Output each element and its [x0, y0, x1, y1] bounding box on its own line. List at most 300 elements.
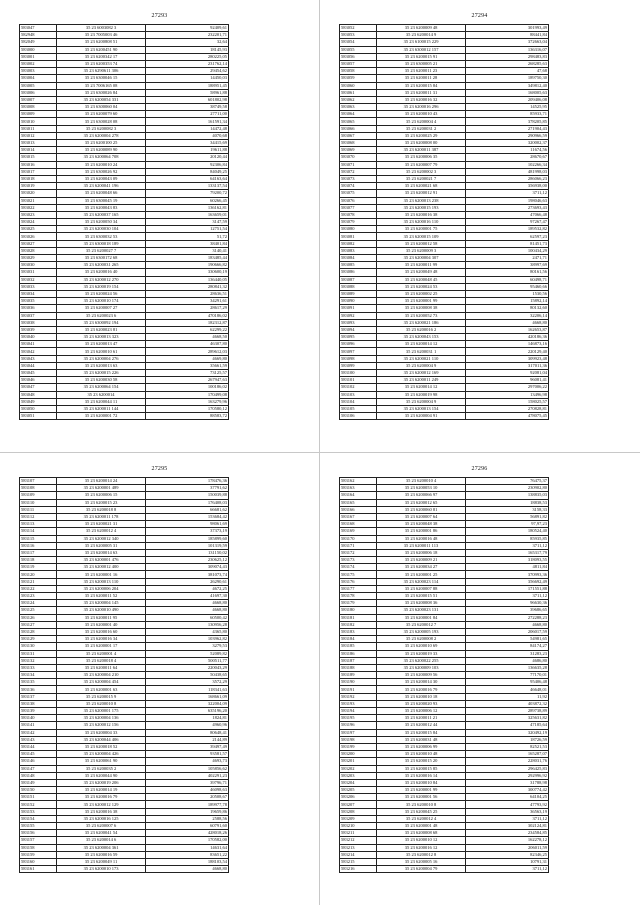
amount-cell: 198046,63 [466, 197, 549, 204]
amount-cell: 84174,27 [466, 643, 549, 650]
record-id-cell: 583178 [340, 593, 377, 600]
reference-code-cell: 35 23 6200054 331 [57, 96, 146, 103]
record-id-cell: 583150 [20, 787, 57, 794]
amount-cell: 96630,36 [466, 600, 549, 607]
record-id-cell: 583042 [20, 348, 57, 355]
record-id-cell: 583029 [20, 255, 57, 262]
record-id-cell: 583089 [340, 290, 377, 297]
record-id-cell: 583180 [340, 607, 377, 614]
amount-cell: 97267,47 [466, 219, 549, 226]
document-page [320, 0, 639, 452]
table-row [340, 255, 549, 262]
amount-cell: 92081,04 [466, 370, 549, 377]
reference-code-cell: 35 23 6200012 7 [377, 621, 466, 628]
table-row [340, 801, 549, 808]
amount-cell: 95460,66 [466, 283, 549, 290]
record-id-cell: 583139 [20, 708, 57, 715]
amount-cell: 39686,65 [466, 607, 549, 614]
reference-code-cell: 35 23 6200004 79 [377, 866, 466, 873]
reference-code-cell: 35 23 6200014 12 [377, 341, 466, 348]
reference-code-cell: 35 23 6200007 27 [57, 305, 146, 312]
record-id-cell: 583212 [340, 837, 377, 844]
record-id-cell: 583063 [340, 104, 377, 111]
amount-cell: 81451,73 [466, 240, 549, 247]
table-row [20, 858, 229, 865]
record-id-cell: 583082 [340, 240, 377, 247]
reference-code-cell: 35 23 6200004 454 [57, 679, 146, 686]
record-id-cell: 583094 [340, 326, 377, 333]
amount-cell: 64104,25 [466, 794, 549, 801]
amount-cell: 168005,63 [466, 89, 549, 96]
reference-code-cell: 35 23 6200011 113 [377, 542, 466, 549]
record-id-cell: 583055 [340, 46, 377, 53]
amount-cell: 4668,80 [466, 319, 549, 326]
amount-cell: 29454,62 [146, 68, 229, 75]
record-id-cell: 583114 [20, 528, 57, 535]
amount-cell: 292996,92 [466, 772, 549, 779]
reference-code-cell: 35 23 6200016 14 [377, 772, 466, 779]
amount-cell: 4686,80 [466, 657, 549, 664]
reference-code-cell: 35 23 6200010 490 [57, 607, 146, 614]
reference-code-cell: 35 23 6200048 45 [377, 276, 466, 283]
reference-code-cell: 35 23 6200043 09 [57, 175, 146, 182]
record-id-cell: 583104 [340, 398, 377, 405]
table-row [340, 334, 549, 341]
record-id-cell: 583129 [20, 636, 57, 643]
amount-cell: 3158,33 [466, 506, 549, 513]
record-id-cell: 583000 [20, 46, 57, 53]
amount-cell: 230902,80 [466, 485, 549, 492]
record-id-cell: 583195 [340, 715, 377, 722]
record-id-cell: 583084 [340, 255, 377, 262]
table-row [20, 326, 229, 333]
record-id-cell: 583065 [340, 118, 377, 125]
record-id-cell: 583136 [20, 686, 57, 693]
record-id-cell: 583117 [20, 549, 57, 556]
table-row [340, 283, 549, 290]
table-row [340, 700, 549, 707]
record-id-cell: 583161 [20, 866, 57, 873]
ledger-table [19, 24, 229, 420]
reference-code-cell: 35 23 6200021 110 [377, 355, 466, 362]
table-row [20, 384, 229, 391]
table-row [340, 384, 549, 391]
amount-cell: 3279,53 [146, 643, 229, 650]
reference-code-cell: 35 23 6200005 31 [57, 542, 146, 549]
record-id-cell: 583048 [20, 391, 57, 398]
record-id-cell: 583099 [340, 362, 377, 369]
reference-code-cell: 35 23 6200031 265 [57, 262, 146, 269]
reference-code-cell: 35 23 6300028 08 [57, 118, 146, 125]
table-row [20, 355, 229, 362]
table-row [20, 700, 229, 707]
record-id-cell: 583120 [20, 571, 57, 578]
record-id-cell: 583158 [20, 844, 57, 851]
record-id-cell: 583125 [20, 607, 57, 614]
record-id-cell: 583153 [20, 808, 57, 815]
record-id-cell: 583038 [20, 319, 57, 326]
reference-code-cell: 35 23 6200016 296 [377, 104, 466, 111]
table-row [340, 808, 549, 815]
amount-cell: 188951,45 [146, 82, 229, 89]
record-id-cell: 583060 [340, 82, 377, 89]
amount-cell: 60498,71 [466, 276, 549, 283]
reference-code-cell: 35 23 6200016 59 [57, 851, 146, 858]
record-id-cell: 583134 [20, 672, 57, 679]
reference-code-cell: 35 23 6200002 25 [377, 290, 466, 297]
reference-code-cell: 35 23 6200011 95 [57, 614, 146, 621]
amount-cell: 41697,30 [146, 593, 229, 600]
record-id-cell: 583068 [340, 140, 377, 147]
reference-code-cell: 35 23 6290611 306 [57, 68, 146, 75]
reference-code-cell: 35 23 6200043 153 [377, 334, 466, 341]
amount-cell: 635196,20 [146, 708, 229, 715]
reference-code-cell: 35 23 6200009 3 [377, 247, 466, 254]
amount-cell: 301993,49 [466, 25, 549, 32]
record-id-cell: 583142 [20, 729, 57, 736]
reference-code-cell: 35 23 6200001 175 [57, 708, 146, 715]
reference-code-cell: 35 23 6200011 99 [377, 262, 466, 269]
record-id-cell: 583165 [340, 499, 377, 506]
table-row [340, 147, 549, 154]
table-row [20, 283, 229, 290]
reference-code-cell: 35 23 6300012 157 [377, 46, 466, 53]
amount-cell: 60500,42 [146, 614, 229, 621]
record-id-cell: 582948 [20, 32, 57, 39]
record-id-cell: 583100 [340, 370, 377, 377]
reference-code-cell: 35 23 6200010 174 [57, 298, 146, 305]
reference-code-cell: 35 23 6200010 12 [377, 837, 466, 844]
reference-code-cell: 35 23 6200016 60 [57, 628, 146, 635]
amount-cell: 14631,64 [146, 844, 229, 851]
reference-code-cell: 35 23 6200009 21 [377, 557, 466, 564]
amount-cell: 165287,07 [466, 751, 549, 758]
table-row [20, 578, 229, 585]
record-id-cell: 583203 [340, 772, 377, 779]
record-id-cell: 583017 [20, 168, 57, 175]
table-row [340, 607, 549, 614]
amount-cell: 73125,57 [146, 370, 229, 377]
table-row [340, 391, 549, 398]
reference-code-cell: 35 23 6200023 114 [377, 578, 466, 585]
amount-cell: 20120,44 [146, 154, 229, 161]
amount-cell: 136162,81 [146, 204, 229, 211]
reference-code-cell: 35 23 6200049 48 [377, 269, 466, 276]
table-row [340, 362, 549, 369]
reference-code-cell: 35 23 6200006 204 [57, 585, 146, 592]
table-row [20, 650, 229, 657]
table-row [20, 370, 229, 377]
amount-cell: 36563,19 [466, 808, 549, 815]
table-row [20, 46, 229, 53]
amount-cell: 38997,69 [466, 262, 549, 269]
table-row [340, 621, 549, 628]
table-row [340, 75, 549, 82]
amount-cell: 271904,43 [466, 125, 549, 132]
reference-code-cell: 35 23 6300032 53 [57, 233, 146, 240]
amount-cell: 82346,25 [466, 851, 549, 858]
reference-code-cell: 35 23 6200010 43 [377, 111, 466, 118]
amount-cell: 20508,67 [146, 794, 229, 801]
reference-code-cell: 35 23 6200010 8 [377, 801, 466, 808]
reference-code-cell: 35 23 6200012 270 [57, 276, 146, 283]
table-row [340, 32, 549, 39]
reference-code-cell: 35 23 6200011 249 [377, 377, 466, 384]
record-id-cell: 583108 [20, 485, 57, 492]
amount-cell: 47066,48 [466, 211, 549, 218]
reference-code-cell: 35 23 6200044 90 [57, 772, 146, 779]
amount-cell: 46648,01 [466, 686, 549, 693]
table-row [20, 197, 229, 204]
amount-cell: 136635,28 [466, 664, 549, 671]
amount-cell: 322004,09 [146, 700, 229, 707]
amount-cell: 317011,36 [466, 362, 549, 369]
amount-cell: 83651,22 [146, 851, 229, 858]
amount-cell: 26290,61 [146, 578, 229, 585]
table-row [20, 758, 229, 765]
record-id-cell: 583032 [20, 276, 57, 283]
table-row [340, 600, 549, 607]
table-row [20, 830, 229, 837]
reference-code-cell: 35 23 6200015 84 [377, 729, 466, 736]
table-row [340, 593, 549, 600]
reference-code-cell: 35 23 6200031 2 [377, 125, 466, 132]
reference-code-cell: 35 23 6200049 11 [57, 858, 146, 865]
table-row [20, 132, 229, 139]
table-row [340, 276, 549, 283]
reference-code-cell: 35 23 6200043 83 [57, 204, 146, 211]
record-id-cell: 583181 [340, 614, 377, 621]
reference-code-cell: 35 23 6200066 97 [377, 492, 466, 499]
record-id-cell: 583040 [20, 334, 57, 341]
reference-code-cell: 35 23 6200011 31 [377, 89, 466, 96]
record-id-cell: 583170 [340, 535, 377, 542]
record-id-cell: 583207 [340, 801, 377, 808]
table-row [340, 370, 549, 377]
record-id-cell: 583005 [20, 82, 57, 89]
record-id-cell: 583135 [20, 679, 57, 686]
reference-code-cell: 35 23 6200007 79 [377, 161, 466, 168]
amount-cell: 50438,65 [146, 672, 229, 679]
amount-cell: 105856,62 [146, 765, 229, 772]
amount-cell: 381073,74 [146, 571, 229, 578]
table-row [340, 794, 549, 801]
table-row [20, 190, 229, 197]
amount-cell: 27711,00 [146, 111, 229, 118]
table-row [340, 578, 549, 585]
table-row [20, 506, 229, 513]
amount-cell: 54981,65 [466, 636, 549, 643]
reference-code-cell: 35 23 6200016 2 [377, 326, 466, 333]
record-id-cell: 583152 [20, 801, 57, 808]
reference-code-cell: 35 23 6200014 24 [57, 478, 146, 485]
table-row [20, 82, 229, 89]
reference-code-cell: 35 23 6200016 12 [377, 844, 466, 851]
record-id-cell: 583031 [20, 269, 57, 276]
table-row [340, 772, 549, 779]
record-id-cell: 583185 [340, 643, 377, 650]
amount-cell: 46098,63 [146, 787, 229, 794]
amount-cell: 80161,56 [466, 269, 549, 276]
amount-cell: 3140,41 [146, 247, 229, 254]
amount-cell: 92306,84 [146, 161, 229, 168]
table-row [20, 643, 229, 650]
reference-code-cell: 35 23 6003082 3 [57, 25, 146, 32]
amount-cell: 420186,36 [466, 334, 549, 341]
reference-code-cell: 35 23 6300045 19 [57, 197, 146, 204]
table-row [20, 305, 229, 312]
record-id-cell: 583043 [20, 355, 57, 362]
page-number: 27296 [471, 466, 488, 472]
page-number: 27295 [151, 466, 168, 472]
record-id-cell: 583143 [20, 736, 57, 743]
table-row [20, 621, 229, 628]
reference-code-cell: 35 23 6200052 73 [377, 312, 466, 319]
document-page [0, 453, 319, 905]
table-row [20, 679, 229, 686]
amount-cell: 14525,95 [466, 104, 549, 111]
table-row [340, 643, 549, 650]
table-row [20, 686, 229, 693]
amount-cell: 170499,08 [146, 391, 229, 398]
amount-cell: 4365,80 [146, 628, 229, 635]
record-id-cell: 583147 [20, 765, 57, 772]
record-id-cell: 583166 [340, 506, 377, 513]
amount-cell: 1824,81 [146, 715, 229, 722]
record-id-cell: 583137 [20, 693, 57, 700]
amount-cell: 95406,48 [466, 679, 549, 686]
record-id-cell: 583002 [20, 60, 57, 67]
reference-code-cell: 35 23 6200001 63 [57, 686, 146, 693]
table-row [340, 844, 549, 851]
table-row [20, 175, 229, 182]
table-row [340, 751, 549, 758]
reference-code-cell: 35 23 6200007 6 [57, 823, 146, 830]
ledger-table [339, 477, 549, 873]
record-id-cell: 583156 [20, 830, 57, 837]
amount-cell: 31283,23 [466, 650, 549, 657]
table-row [340, 542, 549, 549]
amount-cell: 230625,12 [146, 557, 229, 564]
amount-cell: 150039,88 [146, 492, 229, 499]
record-id-cell: 583196 [340, 722, 377, 729]
reference-code-cell: 35 23 6200010 48 [377, 751, 466, 758]
amount-cell: 3147,59 [146, 219, 229, 226]
table-row [340, 693, 549, 700]
record-id-cell: 583128 [20, 628, 57, 635]
record-id-cell: 583189 [340, 672, 377, 679]
table-row [340, 535, 549, 542]
table-row [340, 736, 549, 743]
table-row [20, 485, 229, 492]
amount-cell: 84049,25 [146, 168, 229, 175]
reference-code-cell: 35 23 6200082 3 [57, 125, 146, 132]
reference-code-cell: 35 23 6200024 53 [377, 283, 466, 290]
table-row [20, 377, 229, 384]
amount-cell: 32,64 [146, 39, 229, 46]
table-row [340, 758, 549, 765]
reference-code-cell: 35 23 6200015 51 [377, 593, 466, 600]
reference-code-cell: 35 23 6200011 23 [377, 68, 466, 75]
record-id-cell: 583093 [340, 319, 377, 326]
reference-code-cell: 35 23 6200010 84 [377, 779, 466, 786]
record-id-cell: 583073 [340, 175, 377, 182]
reference-code-cell: 35 23 6200004 361 [57, 844, 146, 851]
amount-cell: 185899,60 [146, 535, 229, 542]
record-id-cell: 583080 [340, 226, 377, 233]
table-row [340, 247, 549, 254]
record-id-cell: 583123 [20, 593, 57, 600]
record-id-cell: 583186 [340, 650, 377, 657]
record-id-cell: 583098 [340, 355, 377, 362]
record-id-cell: 583109 [20, 492, 57, 499]
record-id-cell: 582049 [20, 39, 57, 46]
table-row [340, 398, 549, 405]
reference-code-cell: 35 23 6200008 2 [377, 636, 466, 643]
amount-cell: 98061,69 [146, 521, 229, 528]
amount-cell: 158025,57 [466, 398, 549, 405]
amount-cell: 82521,53 [466, 743, 549, 750]
table-row [340, 557, 549, 564]
reference-code-cell: 35 23 6200031 1 [377, 348, 466, 355]
record-id-cell: 583115 [20, 535, 57, 542]
record-id-cell: 583116 [20, 542, 57, 549]
reference-code-cell: 35 23 7006165 08 [57, 82, 146, 89]
table-row [20, 492, 229, 499]
table-row [20, 255, 229, 262]
reference-code-cell: 35 23 6200008 36 [377, 600, 466, 607]
table-row [20, 219, 229, 226]
reference-code-cell: 35 23 6200010 61 [57, 348, 146, 355]
table-row [20, 341, 229, 348]
table-row [340, 60, 549, 67]
reference-code-cell: 35 23 6200089 90 [57, 147, 146, 154]
record-id-cell: 583014 [20, 147, 57, 154]
reference-code-cell: 35 23 6200014 9 [377, 32, 466, 39]
table-row [20, 628, 229, 635]
record-id-cell: 583008 [20, 104, 57, 111]
record-id-cell: 583188 [340, 664, 377, 671]
reference-code-cell: 35 23 6200015 193 [377, 204, 466, 211]
reference-code-cell: 35 23 6200016 79 [57, 794, 146, 801]
reference-code-cell: 35 23 6300026 92 [57, 168, 146, 175]
amount-cell: 4668,50 [146, 334, 229, 341]
amount-cell: 32206,14 [466, 312, 549, 319]
reference-code-cell: 35 23 6200008 00 [377, 140, 466, 147]
table-row [340, 650, 549, 657]
reference-code-cell: 35 23 6200001 40 [57, 621, 146, 628]
record-id-cell: 583061 [340, 89, 377, 96]
reference-code-cell: 35 23 6200004 145 [57, 600, 146, 607]
amount-cell: 161591,34 [146, 118, 229, 125]
table-row [340, 211, 549, 218]
reference-code-cell: 35 23 6200015 9 [57, 693, 146, 700]
amount-cell: 163279,96 [146, 398, 229, 405]
amount-cell: 52089,82 [146, 650, 229, 657]
reference-code-cell: 35 23 6200044 406 [57, 736, 146, 743]
reference-code-cell: 35 23 6200015 84 [377, 82, 466, 89]
table-row [340, 657, 549, 664]
table-row [340, 686, 549, 693]
amount-cell: 176408,03 [146, 499, 229, 506]
table-row [340, 82, 549, 89]
amount-cell: 47,68 [466, 68, 549, 75]
table-row [340, 89, 549, 96]
reference-code-cell: 35 23 6200009 103 [377, 664, 466, 671]
table-row [340, 190, 549, 197]
record-id-cell: 583132 [20, 657, 57, 664]
reference-code-cell: 35 23 6300092 194 [57, 319, 146, 326]
